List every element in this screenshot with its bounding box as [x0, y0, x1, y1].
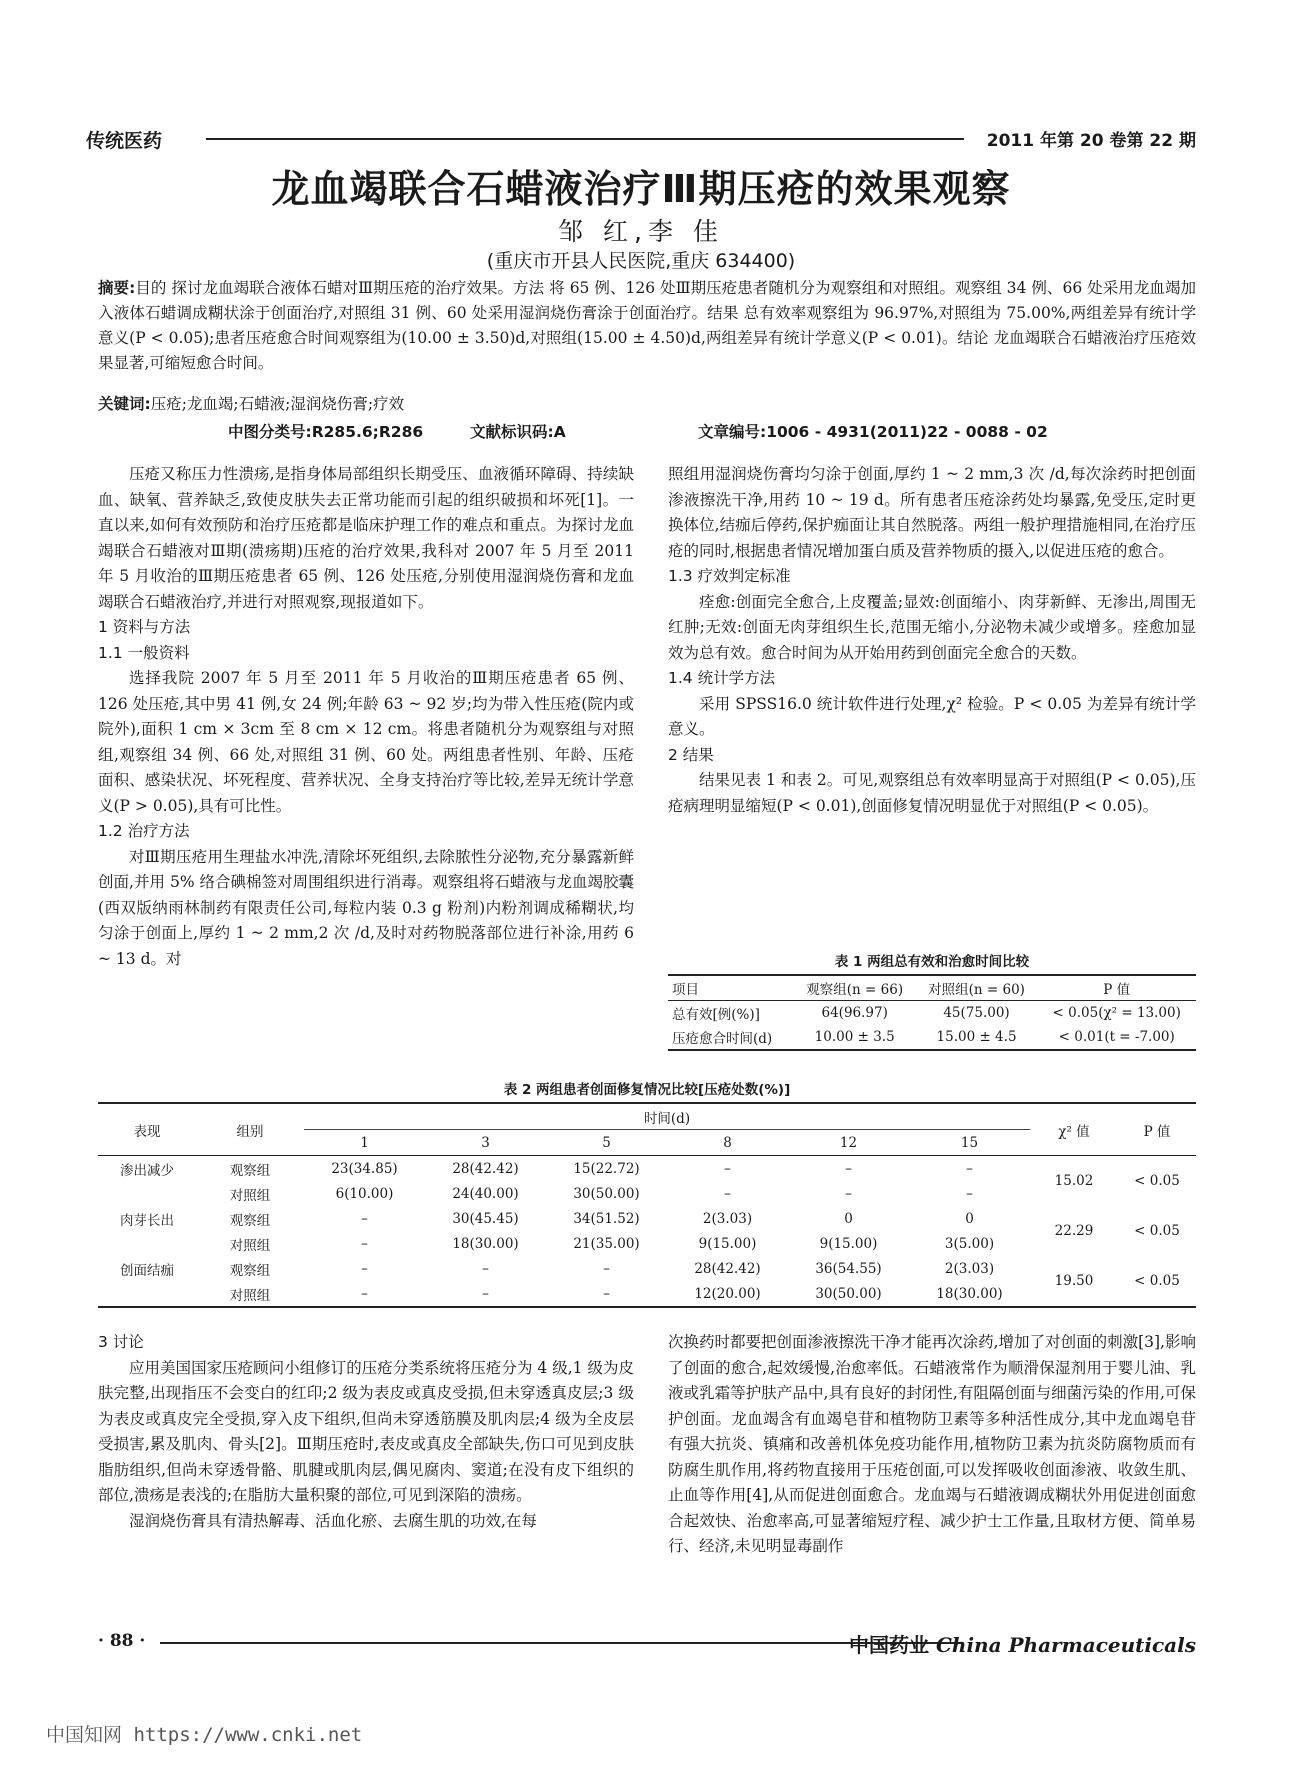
table-cell: 9(15.00): [819, 1235, 878, 1252]
table-header: 项目: [672, 982, 699, 998]
table-cell: 0: [965, 1210, 974, 1227]
table-cell: –: [966, 1185, 973, 1202]
body-column-left: [98, 462, 634, 972]
abstract-text: 目的 探讨龙血竭联合液体石蜡对Ⅲ期压疮的治疗效果。方法 将 65 例、126 处Ⅲ期压疮患者随机分为观察组和对照组。观察组 34 例、66 处采用龙血竭加入液体石蜡调成糊状涂于创面治疗,对照组 31 例、60 处采用湿润烧伤膏涂于创面治疗。结果 总有效率观察组为 96.97%,对照组为 75.00%,两组差异有统计学意义(P < 0.05);患者压疮愈合时间观察组为(10.00 ± 3.50)d,对照组(15.00 ± 4.50)d,两组差异有统计学意义(P < 0.01)。结论 龙血竭联合石蜡液治疗压疮效果显著,可缩短愈合时间。: [98, 279, 1196, 372]
table-cell: –: [603, 1260, 610, 1277]
table-cell: –: [361, 1210, 368, 1227]
table-header: 对照组(n = 60): [928, 982, 1025, 998]
table-cell: –: [361, 1235, 368, 1252]
header-rule: [206, 138, 964, 140]
table-cell: 肉芽长出: [120, 1212, 174, 1229]
table-cell: 2(3.03): [944, 1260, 995, 1277]
subsection-heading: 1.4 统计学方法: [668, 669, 776, 687]
table1-caption: 表 1 两组总有效和治愈时间比较: [834, 954, 1030, 970]
keywords: [98, 392, 1196, 416]
table-cell: 观察组: [229, 1162, 271, 1179]
paragraph: 采用 SPSS16.0 统计软件进行处理,χ² 检验。P < 0.05 为差异有统计学意义。: [668, 694, 1196, 738]
table-cell: 18(30.00): [936, 1285, 1003, 1302]
table-cell: –: [845, 1160, 852, 1177]
table-header: 组别: [236, 1123, 264, 1140]
table-cell: –: [724, 1185, 731, 1202]
footer-rule: [160, 1642, 962, 1644]
table2-caption: 表 2 两组患者创面修复情况比较[压疮处数(%)]: [503, 1082, 791, 1098]
paragraph: 照组用湿润烧伤膏均匀涂于创面,厚约 1 ~ 2 mm,3 次 /d,每次涂药时把创面渗液擦洗干净,用药 10 ~ 19 d。所有患者压疮涂药处均暴露,免受压,定时更换体位,结痂后停药,保护痂面让其自然脱落。两组一般护理措施相同,在治疗压疮的同时,根据患者情况增加蛋白质及营养物质的摄入,以促进压疮的愈合。: [668, 465, 1196, 560]
table-cell: 28(42.42): [452, 1160, 519, 1177]
section-heading: 3 讨论: [98, 1333, 144, 1351]
table-header: χ² 值: [1058, 1123, 1090, 1140]
table-cell: 34(51.52): [573, 1210, 640, 1227]
table-header-row: [668, 975, 1196, 1001]
table-cell: 36(54.55): [815, 1260, 882, 1277]
table-cell: 创面结痂: [120, 1262, 174, 1279]
table-header: 时间(d): [643, 1110, 691, 1127]
body-column-right: [668, 462, 1196, 819]
journal-name: [849, 1629, 1196, 1658]
subsection-heading: 1.3 疗效判定标准: [668, 567, 791, 585]
table-header: P 值: [1143, 1123, 1171, 1140]
paragraph: 结果见表 1 和表 2。可见,观察组总有效率明显高于对照组(P < 0.05),压疮病理明显缩短(P < 0.01),创面修复情况明显优于对照组(P < 0.05)。: [668, 771, 1196, 815]
table-cell: 18(30.00): [452, 1235, 519, 1252]
paragraph: 对Ⅲ期压疮用生理盐水冲洗,清除坏死组织,去除脓性分泌物,充分暴露新鲜创面,并用 5% 络合碘棉签对周围组织进行消毒。观察组将石蜡液与龙血竭胶囊(西双版纳雨林制药有限责任公司,每粒内装 0.3 g 粉剂)内粉剂调成稀糊状,均匀涂于创面上,厚约 1 ~ 2 mm,2 次 /d,及时对药物脱落部位进行补涂,用药 6 ~ 13 d。对: [98, 847, 634, 968]
table-cell: < 0.01(t = -7.00): [1058, 1029, 1175, 1045]
table-header: 3: [425, 1130, 546, 1156]
affiliation: (重庆市开县人民医院,重庆 634400): [486, 250, 796, 272]
table-cell: 压疮愈合时间(d): [672, 1031, 773, 1047]
authors: 邹 红,李 佳: [558, 217, 724, 246]
table-cell: 渗出减少: [120, 1162, 174, 1179]
table-cell: 3(5.00): [944, 1235, 995, 1252]
clc-code: 中图分类号:R285.6;R286: [228, 423, 424, 441]
paragraph: 选择我院 2007 年 5 月至 2011 年 5 月收治的Ⅲ期压疮患者 65 例、126 处压疮,其中男 41 例,女 24 例;年龄 63 ~ 92 岁;均为带入性压疮(院内或院外),面积 1 cm × 3cm 至 8 cm × 12 cm。将患者随机分为观察组与对照组,观察组 34 例、66 处,对照组 31 例、60 处。两组患者性别、年龄、压疮面积、感染状况、坏死程度、营养状况、全身支持治疗等比较,差异无统计学意义(P > 0.05),具有可比性。: [98, 669, 634, 815]
table-cell: 观察组: [229, 1212, 271, 1229]
discussion-column-left: [98, 1330, 634, 1534]
table-cell: [98, 1281, 196, 1307]
table-cell: 15.02: [1054, 1173, 1094, 1189]
table-cell: < 0.05: [1134, 1273, 1180, 1289]
keywords-text: 压疮;龙血竭;石蜡液;湿润烧伤膏;疗效: [150, 395, 405, 413]
table-cell: 64(96.97): [821, 1005, 888, 1021]
table-cell: 总有效[例(%)]: [672, 1007, 760, 1023]
table-header: P 值: [1103, 982, 1131, 998]
table-cell: 15(22.72): [573, 1160, 640, 1177]
table-cell: 12(20.00): [694, 1285, 761, 1302]
table-cell: < 0.05(χ² = 13.00): [1052, 1005, 1181, 1021]
table-cell: 24(40.00): [452, 1185, 519, 1202]
table-row: [668, 1001, 1196, 1026]
table-row: [98, 1256, 1196, 1281]
discussion-column-right: [668, 1330, 1196, 1560]
table-cell: 22.29: [1054, 1223, 1094, 1239]
table-cell: 21(35.00): [573, 1235, 640, 1252]
table-header: 12: [788, 1130, 909, 1156]
cnki-watermark: 中国知网 https://www.cnki.net: [46, 1724, 363, 1746]
table-cell: –: [966, 1160, 973, 1177]
table-cell: –: [361, 1260, 368, 1277]
table-header: 5: [546, 1130, 667, 1156]
keywords-label: 关键词:: [98, 395, 151, 413]
abstract-label: 摘要:: [98, 279, 136, 297]
article-title: 龙血竭联合石蜡液治疗Ⅲ期压疮的效果观察: [271, 167, 1011, 211]
table-cell: 0: [844, 1210, 853, 1227]
table-cell: < 0.05: [1134, 1223, 1180, 1239]
table-cell: 9(15.00): [698, 1235, 757, 1252]
table-header: 15: [909, 1130, 1030, 1156]
table-cell: 28(42.42): [694, 1260, 761, 1277]
table-cell: –: [361, 1285, 368, 1302]
table-cell: 对照组: [229, 1237, 271, 1254]
table-row: [98, 1156, 1196, 1182]
table-header: 1: [304, 1130, 425, 1156]
running-header: [86, 126, 1196, 150]
table-row: [98, 1206, 1196, 1231]
table1: [668, 974, 1196, 1051]
table-cell: [98, 1181, 196, 1206]
journal-name-cn: 中国药业: [849, 1633, 930, 1657]
table-cell: 对照组: [229, 1187, 271, 1204]
table-cell: 45(75.00): [943, 1005, 1010, 1021]
table-cell: 23(34.85): [331, 1160, 398, 1177]
table-header: 观察组(n = 66): [806, 982, 904, 998]
journal-name-en: China Pharmaceuticals: [936, 1633, 1196, 1657]
table-cell: 30(50.00): [573, 1185, 640, 1202]
table-cell: 15.00 ± 4.5: [936, 1029, 1017, 1045]
section-heading: 1 资料与方法: [98, 618, 191, 636]
table-header-row: [98, 1103, 1196, 1130]
table-cell: 30(45.45): [452, 1210, 519, 1227]
paragraph: 应用美国国家压疮顾问小组修订的压疮分类系统将压疮分为 4 级,1 级为皮肤完整,出现指压不会变白的红印;2 级为表皮或真皮受损,但未穿透真皮层;3 级为表皮或真皮完全受损,穿入皮下组织,但尚未穿透筋膜及肌肉层;4 级为全皮层受损害,累及肌肉、骨头[2]。Ⅲ期压疮时,表皮或真皮全部缺失,伤口可见到皮肤脂肪组织,但尚未穿透骨骼、肌腱或肌肉层,偶见腐肉、窦道;在没有皮下组织的部位,溃疡是表浅的;在脂肪大量积聚的部位,可见到深陷的溃疡。: [98, 1358, 634, 1504]
issue-label: 2011 年第 20 卷第 22 期: [986, 131, 1196, 151]
table-cell: –: [482, 1260, 489, 1277]
table-cell: –: [482, 1285, 489, 1302]
table2: [98, 1102, 1196, 1308]
table-cell: 6(10.00): [335, 1185, 394, 1202]
section-heading: 2 结果: [668, 745, 714, 764]
table-cell: 19.50: [1054, 1273, 1094, 1289]
table-header: 表现: [133, 1123, 161, 1140]
table-cell: < 0.05: [1134, 1173, 1180, 1189]
paragraph: 湿润烧伤膏具有清热解毒、活血化瘀、去腐生肌的功效,在每: [129, 1511, 537, 1530]
subsection-heading: 1.1 一般资料: [98, 643, 190, 662]
paragraph: 压疮又称压力性溃疡,是指身体局部组织长期受压、血液循环障碍、持续缺血、缺氧、营养缺乏,致使皮肤失去正常功能而引起的组织破损和坏死[1]。一直以来,如何有效预防和治疗压疮都是临床护理工作的难点和重点。为探讨龙血竭联合石蜡液对Ⅲ期(溃疡期)压疮的治疗效果,我科对 2007 年 5 月至 2011 年 5 月收治的Ⅲ期压疮患者 65 例、126 处压疮,分别使用湿润烧伤膏和龙血竭联合石蜡液治疗,并进行对照观察,现报道如下。: [98, 465, 634, 611]
doc-code: 文献标识码:A: [470, 423, 566, 441]
table-cell: [98, 1231, 196, 1256]
paragraph: 次换药时都要把创面渗液擦洗干净才能再次涂药,增加了对创面的刺激[3],影响了创面的愈合,起效缓慢,治愈率低。石蜡液常作为顺滑保湿剂用于婴儿油、乳液或乳霜等护肤产品中,具有良好的封闭性,有阻隔创面与细菌污染的作用,可保护创面。龙血竭含有血竭皂苷和植物防卫素等多种活性成分,其中龙血竭皂苷有强大抗炎、镇痛和改善机体免疫功能作用,植物防卫素为抗炎防腐物质而有防腐生肌作用,将药物直接用于压疮创面,可以发挥吸收创面渗液、收敛生肌、止血等作用[4],从而促进创面愈合。龙血竭与石蜡液调成糊状外用促进创面愈合起效快、治愈率高,可显著缩短疗程、减少护士工作量,且取材方便、简单易行、经济,未见明显毒副作: [668, 1333, 1196, 1555]
page-number: · 88 ·: [98, 1631, 146, 1651]
article-number: 文章编号:1006 - 4931(2011)22 - 0088 - 02: [698, 423, 1048, 441]
table-cell: –: [724, 1160, 731, 1177]
table-cell: 30(50.00): [815, 1285, 882, 1302]
section-label: 传统医药: [86, 130, 163, 152]
table-cell: 对照组: [229, 1287, 271, 1304]
table-cell: 2(3.03): [702, 1210, 753, 1227]
paragraph: 痊愈:创面完全愈合,上皮覆盖;显效:创面缩小、肉芽新鲜、无渗出,周围无红肿;无效:创面无肉芽组织生长,范围无缩小,分泌物未减少或增多。痊愈加显效为总有效。愈合时间为从开始用药到创面完全愈合的天数。: [668, 592, 1196, 662]
table-header: 8: [667, 1130, 788, 1156]
table-cell: –: [845, 1185, 852, 1202]
abstract: [98, 276, 1196, 376]
subsection-heading: 1.2 治疗方法: [98, 822, 190, 840]
table-row: [668, 1025, 1196, 1050]
table-cell: 观察组: [229, 1262, 271, 1279]
table-cell: –: [603, 1285, 610, 1302]
table-cell: 10.00 ± 3.5: [814, 1029, 895, 1045]
